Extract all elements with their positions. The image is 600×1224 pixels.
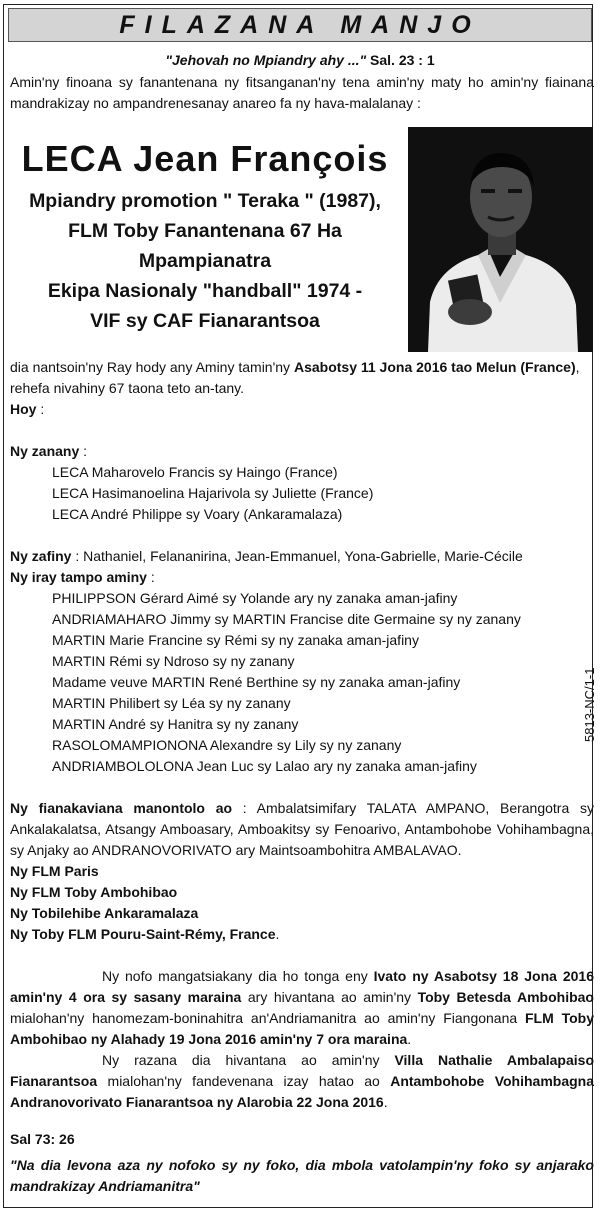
funeral1-end: . [407, 1031, 412, 1047]
funeral2-end: . [383, 1094, 388, 1110]
iray-tampo-label: Ny iray tampo aminy [10, 569, 147, 585]
funeral2-text: mialohan'ny fandevenana izay hatao ao [97, 1073, 391, 1089]
funeral-arrival-paragraph [10, 966, 594, 1050]
closing-verse-quote: "Na dia levona aza ny nofoko sy ny foko, dia mbola vatolampin'ny foko sy anjarako mandrakizay Andriamanitra" [10, 1157, 594, 1194]
death-text-end: , [575, 359, 580, 375]
church-line: Ny FLM Paris [10, 863, 99, 879]
iray-tampo-item: MARTIN Philibert sy Léa sy ny zanany [52, 695, 291, 711]
iray-tampo-item: MARTIN Rémi sy Ndroso sy ny zanany [52, 653, 295, 669]
zafiny-line [10, 546, 523, 567]
church-line-last [10, 924, 279, 945]
funeral2-burial: Antambohobe Vohihambagna Andranovorivato Fianarantsoa ny Alarobia 22 Jona 2016 [10, 1073, 594, 1110]
zafiny-text: : Nathaniel, Felananirina, Jean-Emmanuel, Yona-Gabrielle, Marie-Cécile [71, 548, 523, 564]
fianakaviana-text: : Ambalatsimifary TALATA AMPANO, Berangotra sy Ankalakalatsa, Atsangy Amboasary, Amboakitsy sy Fenoarivo, Antambohobe Vohihambagna, sy Anjaky ao ANDRANOVORIVATO ary Maintsoambohitra AMBALAVAO. [10, 800, 594, 858]
deceased-title-5: VIF sy CAF Fianarantsoa [90, 310, 320, 332]
zanany-item: LECA Hasimanoelina Hajarivola sy Juliette (France) [52, 485, 374, 501]
verse-reference: Sal. 23 : 1 [366, 52, 435, 68]
deceased-name: LECA Jean François [21, 138, 389, 179]
death-age: rehefa nivahiny 67 taona teto an-tany. [10, 380, 245, 396]
church-line: Ny FLM Toby Ambohibao [10, 884, 178, 900]
hoy-suffix: : [36, 401, 45, 417]
funeral1-text: mialohan'ny hanomezam-boninahitra an'Andriamanitra ao amin'ny Fiangonana [10, 1010, 525, 1026]
funeral2-place: Villa Nathalie Ambalapaiso Fianarantsoa [10, 1052, 594, 1089]
zanany-heading [10, 441, 87, 462]
deceased-portrait [408, 127, 593, 352]
notice-header [8, 8, 592, 42]
funeral1-text: Ny nofo mangatsiakany dia ho tonga eny [102, 968, 374, 984]
zanany-label: Ny zanany [10, 443, 80, 459]
iray-tampo-suffix: : [146, 569, 155, 585]
burial-paragraph [10, 1050, 594, 1113]
zanany-item: LECA André Philippe sy Voary (Ankaramalaza) [52, 506, 343, 522]
church-line: Ny Tobilehibe Ankaramalaza [10, 905, 199, 921]
funeral1-place: Toby Betesda Ambohibao [417, 989, 594, 1005]
iray-tampo-heading [10, 567, 155, 588]
funeral1-text: ary hivantana ao amin'ny [241, 989, 418, 1005]
iray-tampo-item: MARTIN André sy Hanitra sy ny zanany [52, 716, 299, 732]
death-date: Asabotsy 11 Jona 2016 tao Melun (France) [293, 359, 576, 375]
funeral2-text: Ny razana dia hivantana ao amin'ny [102, 1052, 395, 1068]
church-name: Ny Toby FLM Pouru-Saint-Rémy, France [10, 926, 276, 942]
opening-verse [0, 50, 600, 71]
death-announcement [10, 357, 580, 378]
funeral1-service: FLM Toby Ambohibao ny Alahady 19 Jona 2016 amin'ny 7 ora maraina [10, 1010, 595, 1047]
zanany-item: LECA Maharovelo Francis sy Haingo (France) [52, 464, 338, 480]
deceased-title-4: Ekipa Nasionaly "handball" 1974 - [47, 280, 363, 302]
closing-verse-reference: Sal 73: 26 [10, 1131, 75, 1147]
deceased-title-1: Mpiandry promotion " Teraka " (1987), [29, 190, 381, 212]
iray-tampo-item: PHILIPPSON Gérard Aimé sy Yolande ary ny zanaka aman-jafiny [52, 590, 458, 606]
zafiny-label: Ny zafiny [10, 548, 72, 564]
hoy-label: Hoy [10, 401, 37, 417]
iray-tampo-item: MARTIN Marie Francine sy Rémi sy ny zanaka aman-jafiny [52, 632, 419, 648]
fianakaviana-paragraph [10, 798, 594, 861]
iray-tampo-item: Madame veuve MARTIN René Berthine sy ny zanaka aman-jafiny [52, 674, 461, 690]
church-end: . [275, 926, 280, 942]
zanany-suffix: : [79, 443, 88, 459]
hoy-line [10, 399, 44, 420]
death-text-start: dia nantsoin'ny Ray hody any Aminy tamin'ny [10, 359, 294, 375]
deceased-title-3: Mpampianatra [138, 250, 272, 272]
iray-tampo-item: ANDRIAMAHARO Jimmy sy MARTIN Francise dite Germaine sy ny zanany [52, 611, 521, 627]
fianakaviana-label: Ny fianakaviana manontolo ao [10, 800, 233, 816]
funeral1-arrival: Ivato ny Asabotsy 18 Jona 2016 amin'ny 4 ora sy sasany maraina [10, 968, 594, 1005]
deceased-title-2: FLM Toby Fanantenana 67 Ha [68, 220, 342, 242]
intro-text: Amin'ny finoana sy fanantenana ny fitsanganan'ny tena amin'ny maty ho amin'ny fiainana mandrakizay no ampandrenesanay anareo fa ny hava-malalanay : [10, 74, 594, 111]
notice-title: FILAZANA MANJO [119, 10, 481, 39]
iray-tampo-item: ANDRIAMBOLOLONA Jean Luc sy Lalao ary ny zanaka aman-jafiny [52, 758, 477, 774]
verse-quote: "Jehovah no Mpiandry ahy ..." [165, 52, 367, 68]
iray-tampo-item: RASOLOMAMPIONONA Alexandre sy Lily sy ny zanany [52, 737, 402, 753]
reference-code: 5813-NC/1-1 [582, 667, 597, 742]
